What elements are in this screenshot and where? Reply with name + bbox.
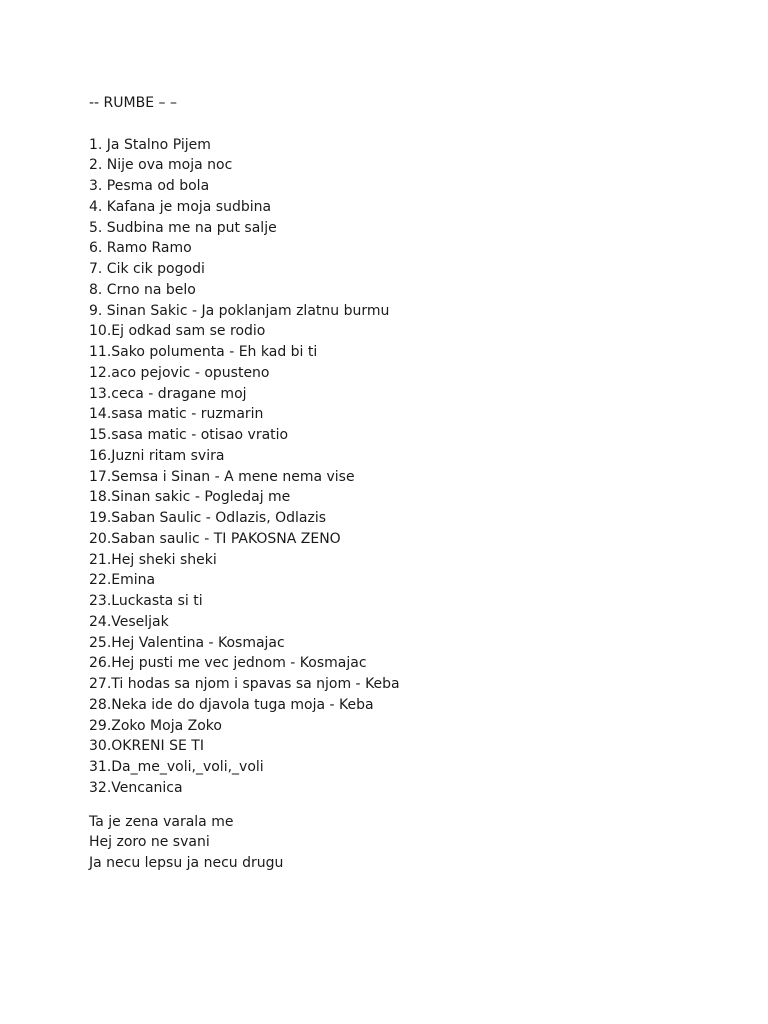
list-item: 9. Sinan Sakic - Ja poklanjam zlatnu burmu [89, 302, 390, 319]
list-item: 20.Saban saulic - TI PAKOSNA ZENO [89, 530, 341, 547]
list-item: 11.Sako polumenta - Eh kad bi ti [89, 344, 318, 360]
extra-song-list [89, 812, 729, 874]
list-item: 7. Cik cik pogodi [89, 261, 205, 277]
list-item: 8. Crno na belo [89, 281, 196, 298]
song-list [89, 135, 729, 799]
list-item: 29.Zoko Moja Zoko [89, 717, 222, 734]
list-item: 30.OKRENI SE TI [89, 738, 204, 755]
list-item: 4. Kafana je moja sudbina [89, 198, 272, 215]
list-item: 25.Hej Valentina - Kosmajac [89, 634, 285, 651]
list-item: 27.Ti hodas sa njom i spavas sa njom - Keba [89, 676, 400, 692]
list-item: 23.Luckasta si ti [89, 593, 203, 609]
list-item: Ta je zena varala me [89, 813, 234, 830]
list-item: Hej zoro ne svani [89, 834, 210, 851]
list-item: 12.aco pejovic - opusteno [89, 364, 270, 381]
list-item: 19.Saban Saulic - Odlazis, Odlazis [89, 510, 327, 526]
list-item: 1. Ja Stalno Pijem [89, 136, 211, 153]
list-item: 16.Juzni ritam svira [89, 447, 225, 464]
spacer [89, 114, 729, 135]
list-item: 26.Hej pusti me vec jednom - Kosmajac [89, 655, 367, 672]
list-item: 28.Neka ide do djavola tuga moja - Keba [89, 696, 374, 713]
list-item: Ja necu lepsu ja necu drugu [89, 855, 284, 871]
list-item: 18.Sinan sakic - Pogledaj me [89, 489, 291, 506]
document-page [89, 93, 729, 874]
document-title: -- RUMBE – – [89, 95, 177, 111]
list-item: 10.Ej odkad sam se rodio [89, 323, 266, 340]
list-item: 21.Hej sheki sheki [89, 551, 217, 568]
list-item: 15.sasa matic - otisao vratio [89, 427, 289, 443]
list-item: 5. Sudbina me na put salje [89, 219, 277, 236]
list-item: 14.sasa matic - ruzmarin [89, 406, 264, 423]
list-item: 24.Veseljak [89, 613, 169, 630]
list-item: 6. Ramo Ramo [89, 240, 192, 257]
spacer [89, 799, 729, 812]
list-item: 32.Vencanica [89, 779, 183, 796]
list-item: 17.Semsa i Sinan - A mene nema vise [89, 468, 355, 485]
list-item: 2. Nije ova moja noc [89, 157, 233, 174]
list-item: 31.Da_me_voli,_voli,_voli [89, 759, 264, 775]
list-item: 3. Pesma od bola [89, 178, 210, 194]
list-item: 13.ceca - dragane moj [89, 385, 247, 402]
list-item: 22.Emina [89, 572, 156, 589]
